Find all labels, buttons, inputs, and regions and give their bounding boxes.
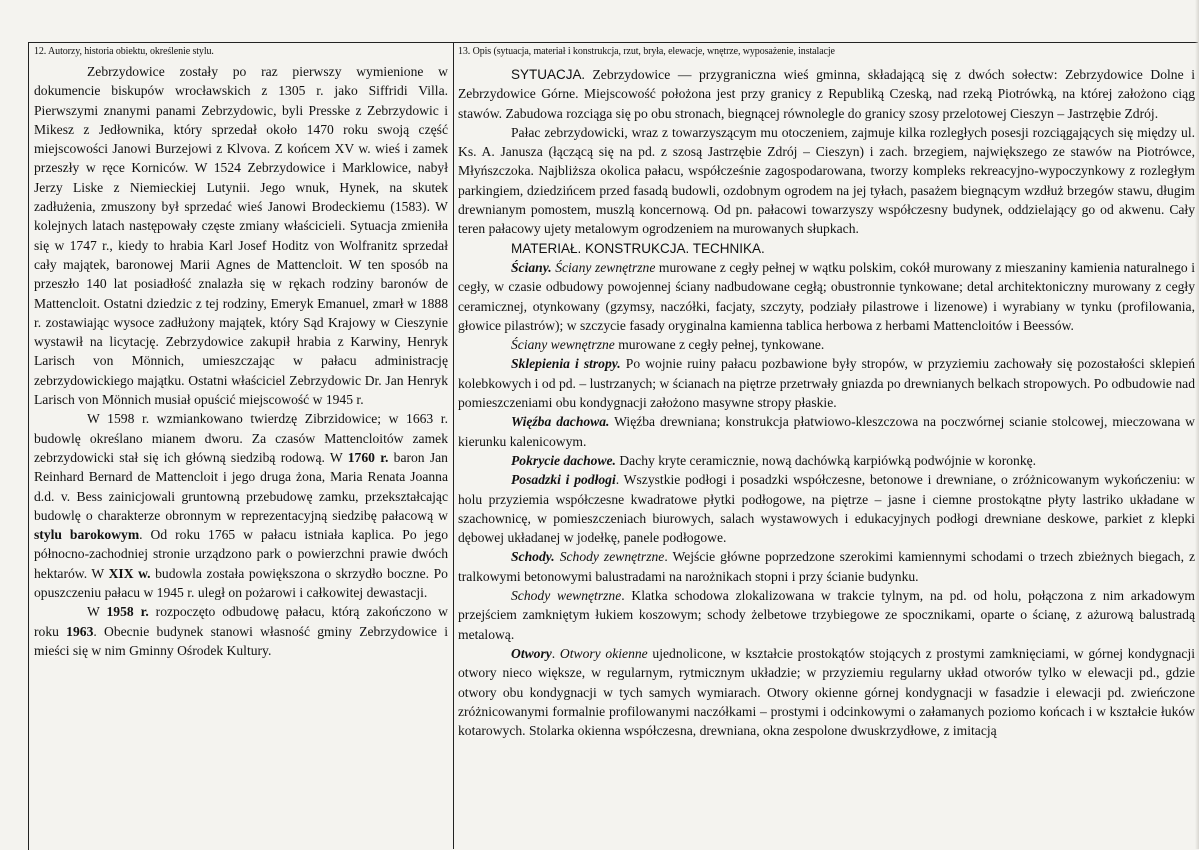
vaults-label: Sklepienia i stropy. (511, 356, 621, 372)
year-1963: 1963 (66, 623, 94, 639)
century-xix: XIX w. (108, 565, 151, 581)
floors-paragraph (458, 470, 1195, 547)
situation-paragraph (458, 65, 1195, 123)
outer-walls-label: Ściany zewnętrzne (555, 259, 656, 275)
text-run: W (87, 604, 107, 620)
style-baroque: stylu barokowym (34, 527, 140, 543)
inner-walls-paragraph (458, 335, 1195, 354)
history-column (34, 46, 448, 660)
section-12-header: 12. Autorzy, historia obiektu, określenie stylu. (34, 46, 214, 57)
stairs-label: Schody. (511, 549, 555, 565)
roofing-paragraph (458, 451, 1195, 470)
window-openings-label: Otwory okienne (559, 645, 648, 661)
inner-stairs-paragraph (458, 586, 1195, 644)
walls-label: Ściany. (511, 259, 552, 275)
description-column (458, 46, 1195, 740)
roof-truss-paragraph (458, 412, 1195, 451)
text-run: W 1598 r. wzmiankowano twierdzę Zibrzidowice; w 1663 r. budowlę określano mianem dworu. Za czasów Mattencloitów zamek zebrzydowicki stał się ich główną siedzibą rodową. W (34, 411, 448, 465)
roof-truss-label: Więźba dachowa. (511, 414, 610, 430)
openings-label: Otwory (511, 645, 552, 661)
stairs-paragraph (458, 547, 1195, 586)
openings-paragraph: Otwory. Otwory okienne ujednolicone, w kształcie prostokątów stojących z prostymi zamknięciami, w górnej kondygnacji otwory nieco większe, w regularnym, rytmicznym układzie; w przyziemiu regularny układ otworów tylko w elewacji pd., gdzie otwory obu kondygnacji w tych samych wymiarach. Otwory okienne górnej kondygnacji w fasadzie i elewacji pd. zwieńczone zróżnicowanymi formalnie profilowanymi naczółkami – prostymi i odcinkowymi o załamanych poziomo końcach i w kształcie łuków kotarowych. Stolarka okienna współczesna, drewniana, okna zespolone dwuskrzydłowe, z imitacją (458, 645, 1196, 739)
text-run: . Klatka schodowa zlokalizowana w trakcie tylnym, na pd. od holu, połączona z nim arkadowym przejściem zamkniętym łukiem koszowym; schody żelbetowe trzybiegowe ze spocznikami, oparte o ścianę, z ażurową balustradą metalową. (458, 588, 1195, 642)
column-divider (453, 42, 454, 849)
text-run: . Od roku 1765 w pałacu istniała kaplica. Po jego północno-zachodniej stronie urządzono park o powierzchni prawie dwóch hektarów. W (34, 527, 448, 581)
section-13-header: 13. Opis (sytuacja, materiał i konstrukcja, rzut, bryła, elewacje, wnętrze, wyposażenie, instalacje (458, 46, 835, 57)
text-run: . Zebrzydowice — przygraniczna wieś gminna, składającą się z dwóch sołectw: Zebrzydowice Dolne i Zebrzydowice Górne. Miejscowość położona jest przy granicy z Republiką Czeską, nad rzeką Piotrówką, na której założono ciąg stawów. Zabudowa rozciąga się po obu stronach, biegnącej równolegle do granicy szosy przelotowej Cieszyn – Jastrzębie Zdrój. (458, 67, 1195, 121)
text-run: . Wszystkie podłogi i posadzki współczesne, betonowe i drewniane, o zróżnicowanym wykończeniu: w holu przyziemia współczesne kwadratowe płytki podłogowe, na piętrze – jasne i ciemne prostokątne płyty lastriko układane w szachownicę, w pomieszczeniach biurowych, salach wystawowych i edukacyjnych podłogi drewniane deskowe, parkiet z klepki dębowej układanej w jodełkę, panele podłogowe. (458, 472, 1195, 546)
text-run: Dachy kryte ceramicznie, nową dachówką karpiówką podwójnie w koronkę. (615, 452, 1037, 468)
text-run: budowla została powiększona o skrzydło boczne. Po opuszczeniu pałacu w 1945 r. uległ on pożarowi i całkowitej dewastacji. (34, 565, 448, 601)
year-1760: 1760 r. (347, 449, 389, 465)
text-run: . Obecnie budynek stanowi własność gminy Zebrzydowice i mieści się w nim Gminny Ośrodek Kultury. (34, 623, 448, 658)
walls-paragraph (458, 258, 1195, 335)
year-1958: 1958 r. (106, 604, 149, 620)
roofing-label: Pokrycie dachowe. (511, 452, 616, 468)
text-run: rozpoczęto odbudowę pałacu, którą zakończono w roku (34, 604, 448, 639)
text-run: murowane z cegły pełnej w wątku polskim, cokół murowany z mieszaniny kamienia naturalnego i cegły, w czasie odbudowy powojennej ściany nadbudowane cegłą; obustronnie tynkowane; detal architektoniczny murowany z cegły ceramicznej, otynkowany (gzymsy, naczółki, facjaty, szczyty, podziały pilastrowe i lizenowe) i wyrabiany w tynku (profilowania, głowice pilastrów); w szczycie fasady oryginalna kamienna tablica herbowa z herbami Mattencloitów i Beessów. (458, 259, 1195, 333)
vaults-paragraph (458, 354, 1195, 412)
text-run: ujednolicone, w kształcie prostokątów stojących z prostymi zamknięciami, w górnej kondygnacji otwory nieco większe, w regularnym, rytmicznym układzie; w przyziemiu regularny układ otworów tylko w elewacji pd., gdzie otwory obu kondygnacji w tych samych wymiarach. Otwory okienne górnej kondygnacji w fasadzie i elewacji pd. zwieńczone zróżnicowanymi formalnie profilowanymi naczółkami – prostymi i odcinkowymi o załamanych poziomo końcach i w kształcie łuków kotarowych. Stolarka okienna współczesna, drewniana, okna zespolone dwuskrzydłowe, z imitacją (458, 645, 1196, 739)
text-run: Po wojnie ruiny pałacu pozbawione były stropów, w przyziemiu zachowały się pozostałości sklepień kolebkowych i od pd. – lustrzanych; w ścianach na piętrze przetrwały gniazda po drewnianych belkach stropowych. Po odbudowie nad pomieszczeniami obu kondygnacji założono masywne stropy płaskie. (458, 356, 1195, 411)
text-run: baron Jan Reinhard Bernard de Mattencloit i jego druga żona, Maria Renata Joanna d.d. v. Bess zainicjowali gruntowną przebudowę zamku, przekształcając budowlę o charakterze obronnym w reprezentacyjną siedzibę pałacową w (34, 449, 448, 523)
text-run: Więźba drewniana; konstrukcja płatwiowo-kleszczowa na poczwórnej scianie stolcowej, mieczowana w kierunku kalenicowym. (458, 414, 1196, 449)
text-run: . Wejście główne poprzedzone szerokimi kamiennymi schodami o trzech zbieżnych biegach, z tralkowymi betonowymi balustradami na narożnikach stopni i przy ścianie budynku. (458, 549, 1195, 584)
outer-stairs-label: Schody zewnętrzne (559, 549, 665, 565)
situation-heading: SYTUACJA (511, 67, 582, 82)
history-paragraph-3 (34, 602, 448, 660)
floors-label: Posadzki i podłogi (511, 472, 616, 488)
scan-edge-shadow (1195, 0, 1199, 849)
text-run: murowane z cegły pełnej, tynkowane. (614, 337, 825, 353)
history-paragraph-2 (34, 409, 448, 602)
history-paragraph-1: Zebrzydowice zostały po raz pierwszy wymienione w dokumencie biskupów wrocławskich z 1305 r. jako Siffridi Villa. Pierwszymi znanymi panami Zebrzydowic, byli Presske z Zebrzydowic i Mikesz z Jedłownika, który sprzedał około 1470 roku swoją część miejscowości Janowi Burzejowi z Klvova. Z końcem XV w. wieś i zamek przeszły w ręce Korniców. W 1524 Zebrzydowice i Marklowice, nabył Jerzy Liske z Niemieckiej Lutynii. Jego wnuk, Hynek, na skutek zadłużenia, zmuszony był sprzedać wieś Janowi Brodeckiemu (1583). W kolejnych latach następowały częste zmiany właścicieli. Sytuacja zmieniła się w 1747 r., kiedy to hrabia Karl Josef Hoditz von Wolfranitz sprzedał cały majątek, baronowej Marii Agnes de Mattencloit. W ten sposób na przeszło 140 lat posiadłość znalazła się w rękach rodziny baronów de Mattencloit. Ostatni dziedzic z tej rodziny, Emeryk Emanuel, zmarł w 1888 r. zostawiając wysoce zadłużony majątek, który Sąd Krajowy w Cieszynie wystawił na licytację. Zebrzydowice zakupił hrabia z Karwiny, Henryk Larisch von Mönnich, umieszczając w pałacu administrację zebrzydowickiego majątku. Ostatni właściciel Zebrzydowic Dr. Jan Henryk Larisch von Mönnich musiał opuścić miejscowość w 1945 r. (34, 64, 448, 408)
inner-stairs-label: Schody wewnętrzne (511, 588, 622, 604)
material-heading: MATERIAŁ. KONSTRUKCJA. TECHNIKA. (511, 240, 765, 256)
inner-walls-label: Ściany wewnętrzne (511, 337, 615, 353)
palace-paragraph: Pałac zebrzydowicki, wraz z towarzyszącym mu otoczeniem, zajmuje kilka rozległych posesji rozciągających się między ul. Ks. A. Janusza (łączącą się na pd. z szosą Jastrzębie Zdrój – Cieszyn) i zach. brzegiem, największego ze stawów na Piotrówce, Młyńszczoka. Najbliższa okolica pałacu, współcześnie zagospodarowana, tworzy kompleks rekreacyjno-wypoczynkowy z rozległym parkingiem, dziedzińcem przed fasadą budowli, ozdobnym ogrodem na jej tyłach, pasażem biegnącym wzdłuż brzegów stawu, długim drewnianym pomostem, muszlą koncernową. Od pn. pałacowi towarzyszy współczesny budynek, oddzielający go od akwenu. Cały teren pałacowy ujety metalowym ogrodzeniem na murowanych słupkach. (458, 124, 1195, 237)
